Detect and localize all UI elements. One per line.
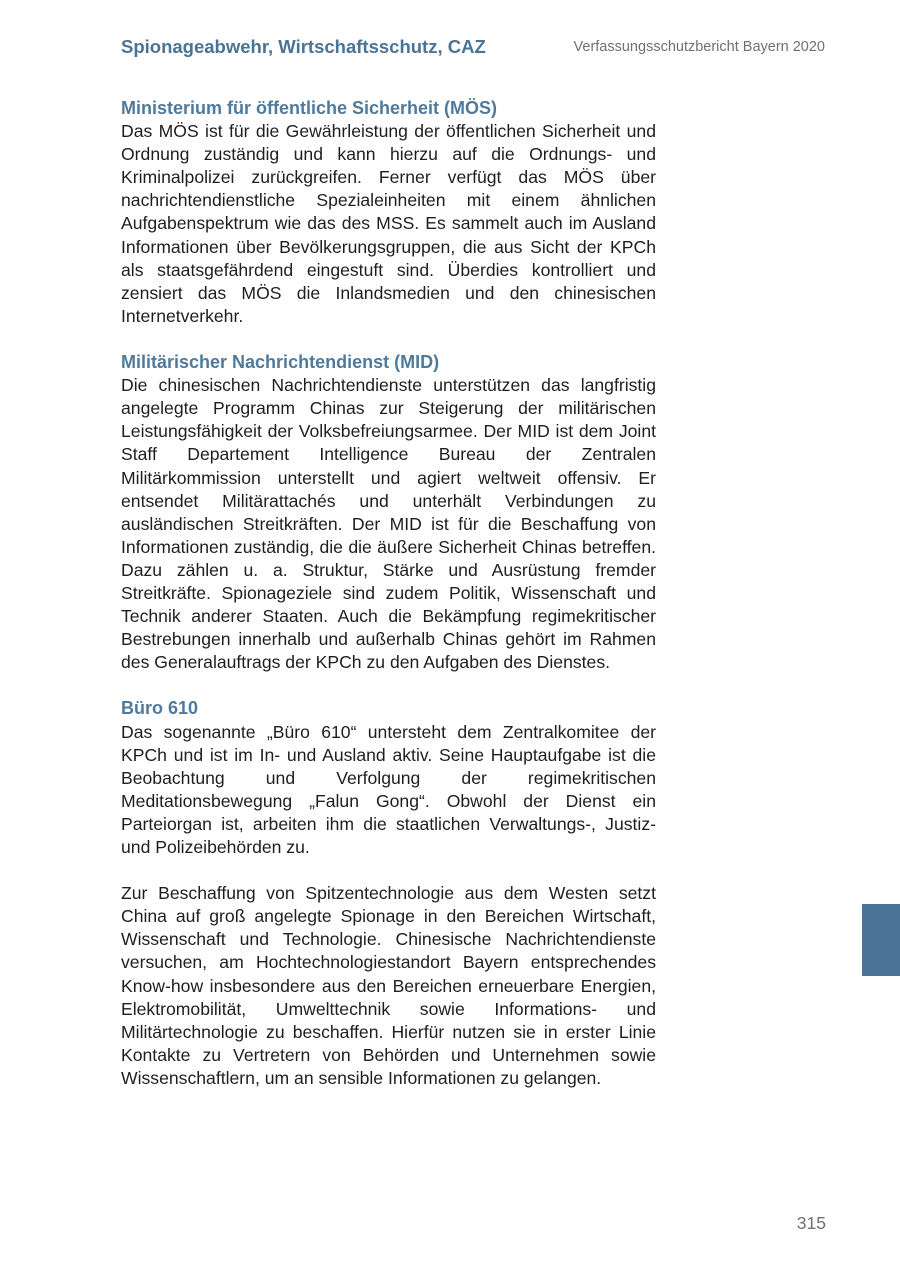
section-title-buero-610: Büro 610: [121, 698, 199, 719]
chapter-thumb-tab: [862, 904, 900, 976]
paragraph-spacer: [121, 674, 656, 697]
section-mid: [121, 351, 656, 674]
page-number: 315: [796, 1213, 826, 1233]
section-buero-610: [121, 697, 656, 859]
page-body: [121, 97, 656, 1090]
section-title-mid: Militärischer Nachrichtendienst (MID): [121, 352, 440, 373]
paragraph-spacer: [121, 328, 656, 351]
section-text-buero-610: Das sogenannte „Büro 610“ untersteht dem Zentralkomitee der KPCh und ist im In- und Ausland aktiv. Seine Hauptaufgabe ist die Beobachtung und Verfolgung der regimekritischen Meditationsbewegung „Falun Gong“. Obwohl der Dienst ein Parteiorgan ist, arbeiten ihm die staatlichen Verwaltungs-, Justiz- und Polizeibehörden zu.: [121, 721, 656, 857]
section-text-mid: Die chinesischen Nachrichtendienste unterstützen das langfristig angelegte Programm Chinas zur Steigerung der militärischen Leistungsfähigkeit der Volksbefreiungsarmee. Der MID ist dem Joint Staff Departement Intelligence Bureau der Zentralen Militärkommission unterstellt und agiert weltweit offensiv. Er entsendet Militärattachés und unterhält Verbindungen zu ausländischen Streitkräften. Der MID ist für die Beschaffung von Informationen zuständig, die die äußere Sicherheit Chinas betreffen. Dazu zählen u. a. Struktur, Stärke und Ausrüstung fremder Streitkräfte. Spionageziele sind zudem Politik, Wissenschaft und Technik anderer Staaten. Auch die Bekämpfung regimekritischer Bestrebungen innerhalb und außerhalb Chinas gehört im Rahmen des Generalauftrags der KPCh zu den Aufgaben des Dienstes.: [121, 375, 656, 673]
running-header-publication: Verfassungsschutzbericht Bayern 2020: [573, 39, 825, 55]
section-title-moes: Ministerium für öffentliche Sicherheit (MÖS): [121, 98, 498, 118]
running-header-chapter: Spionageabwehr, Wirtschaftsschutz, CAZ: [121, 36, 486, 57]
paragraph-spacer: [121, 859, 656, 882]
section-moes: [121, 97, 656, 328]
section-text-moes: Das MÖS ist für die Gewährleistung der öffentlichen Sicherheit und Ordnung zuständig und kann hierzu auf die Ordnungs- und Kriminalpolizei zurückgreifen. Ferner verfügt das MÖS über nachrichtendienstliche Spezialeinheiten mit einem ähnlichen Aufgabenspektrum wie das des MSS. Es sammelt auch im Ausland Informationen über Bevölkerungsgruppen, die aus Sicht der KPCh als staatsgefährdend eingestuft sind. Überdies kontrolliert und zensiert das MÖS die Inlandsmedien und den chinesischen Internetverkehr.: [121, 121, 656, 326]
closing-paragraph: Zur Beschaffung von Spitzentechnologie aus dem Westen setzt China auf groß angelegte Spionage in den Bereichen Wirtschaft, Wissenschaft und Technologie. Chinesische Nachrichtendienste versuchen, am Hochtechnologiestandort Bayern entsprechendes Know-how insbesondere aus den Bereichen erneuerbare Energien, Elektromobilität, Umwelttechnik sowie Informations- und Militärtechnologie zu beschaffen. Hierfür nutzen sie in erster Linie Kontakte zu Vertretern von Behörden und Unternehmen sowie Wissenschaftlern, um an sensible Informationen zu gelangen.: [121, 883, 656, 1088]
